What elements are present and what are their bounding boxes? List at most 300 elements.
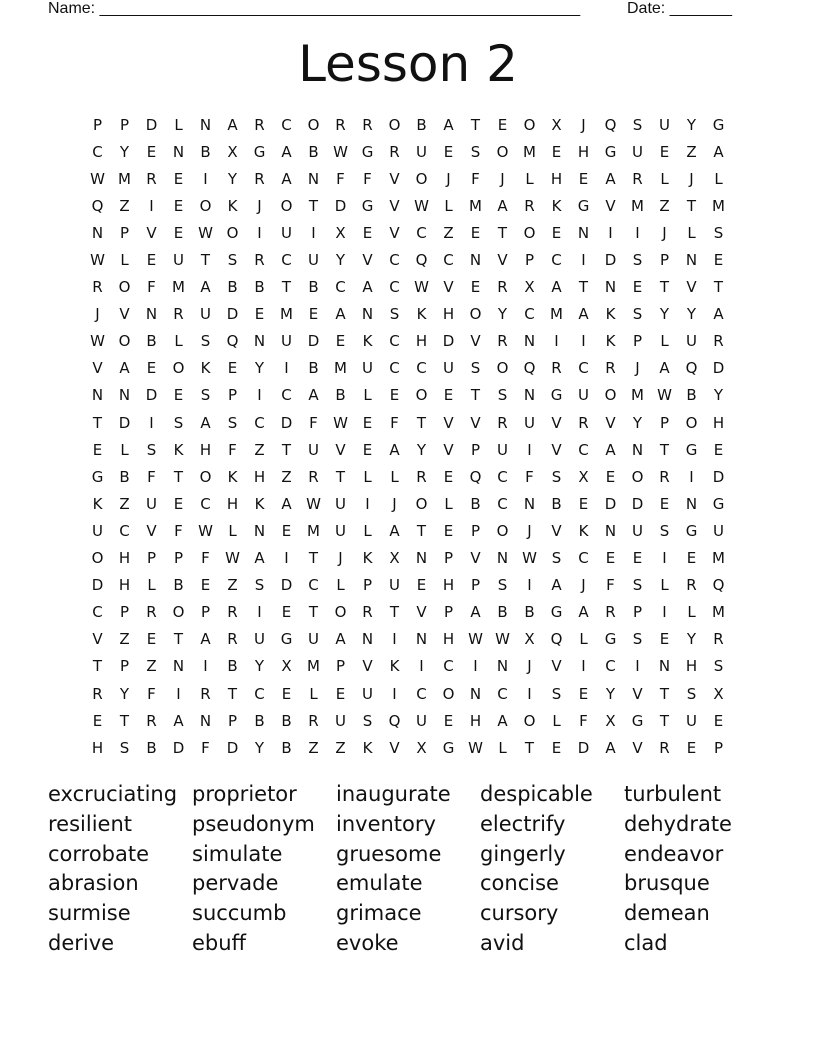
grid-letter: J: [392, 494, 397, 513]
grid-letter: O: [199, 467, 212, 486]
grid-letter: T: [659, 711, 670, 730]
grid-letter: C: [281, 386, 292, 405]
grid-letter: V: [605, 196, 616, 215]
grid-letter: E: [578, 684, 589, 703]
grid-letter: B: [281, 711, 292, 730]
grid-letter: S: [470, 142, 481, 161]
grid-letter: A: [497, 196, 508, 215]
grid-letter: R: [146, 603, 157, 622]
grid-letter: B: [524, 603, 535, 622]
grid-letter: J: [500, 169, 505, 188]
grid-letter: F: [579, 711, 588, 730]
grid-letter: E: [497, 115, 508, 134]
grid-letter: S: [632, 305, 643, 324]
grid-letter: A: [713, 142, 724, 161]
grid-letter: H: [253, 467, 266, 486]
grid-letter: X: [389, 549, 400, 568]
grid-letter: S: [713, 657, 724, 676]
grid-letter: Z: [659, 196, 670, 215]
grid-letter: B: [146, 332, 157, 351]
grid-letter: E: [605, 467, 616, 486]
grid-letter: E: [362, 413, 373, 432]
grid-letter: M: [307, 657, 320, 676]
grid-letter: K: [173, 440, 184, 459]
word-list-item: concise: [480, 871, 559, 896]
grid-letter: X: [524, 630, 535, 649]
grid-letter: E: [632, 549, 643, 568]
grid-letter: K: [362, 738, 373, 757]
grid-letter: X: [335, 223, 346, 242]
grid-letter: B: [308, 142, 319, 161]
grid-letter: S: [470, 359, 481, 378]
grid-letter: E: [470, 223, 481, 242]
grid-letter: Y: [686, 305, 697, 324]
grid-letter: U: [362, 359, 373, 378]
grid-letter: E: [443, 142, 454, 161]
grid-letter: T: [389, 603, 400, 622]
grid-letter: E: [92, 440, 103, 459]
grid-letter: R: [416, 467, 427, 486]
grid-letter: N: [307, 169, 320, 188]
grid-letter: B: [551, 494, 562, 513]
word-list-item: electrify: [480, 811, 566, 836]
grid-letter: V: [362, 251, 373, 270]
grid-letter: O: [415, 169, 428, 188]
grid-letter: P: [362, 576, 373, 595]
grid-letter: R: [632, 169, 643, 188]
grid-letter: R: [389, 142, 400, 161]
grid-letter: Q: [91, 196, 104, 215]
grid-letter: T: [470, 386, 481, 405]
word-search-grid: [84, 111, 732, 761]
grid-letter: U: [173, 251, 184, 270]
word-list-item: avid: [480, 930, 525, 955]
grid-letter: L: [552, 711, 561, 730]
grid-letter: I: [257, 223, 262, 242]
grid-letter: P: [659, 251, 670, 270]
grid-letter: R: [497, 413, 508, 432]
word-list-item: turbulent: [624, 782, 722, 806]
grid-letter: E: [659, 494, 670, 513]
grid-letter: S: [227, 251, 238, 270]
grid-letter: E: [551, 738, 562, 757]
grid-letter: U: [308, 440, 319, 459]
grid-letter: R: [173, 305, 184, 324]
grid-letter: Z: [335, 738, 346, 757]
grid-letter: O: [199, 196, 212, 215]
word-list-item: derive: [48, 930, 115, 955]
grid-letter: R: [578, 413, 589, 432]
grid-letter: I: [365, 494, 370, 513]
grid-letter: P: [119, 603, 130, 622]
grid-letter: V: [362, 657, 373, 676]
grid-letter: T: [92, 657, 103, 676]
grid-letter: E: [173, 223, 184, 242]
grid-letter: R: [524, 196, 535, 215]
grid-letter: P: [119, 223, 130, 242]
grid-letter: J: [635, 359, 640, 378]
grid-letter: C: [254, 684, 265, 703]
grid-letter: Y: [227, 169, 238, 188]
grid-letter: M: [712, 603, 725, 622]
date-field-label[interactable]: Date: _______: [627, 0, 732, 17]
grid-letter: W: [90, 251, 105, 270]
grid-letter: S: [632, 115, 643, 134]
grid-letter: M: [712, 196, 725, 215]
grid-letter: D: [226, 305, 239, 324]
grid-letter: R: [497, 278, 508, 297]
grid-letter: E: [362, 440, 373, 459]
grid-letter: Q: [226, 332, 239, 351]
grid-letter: Y: [254, 359, 265, 378]
word-list-item: inventory: [336, 811, 436, 836]
grid-letter: I: [635, 657, 640, 676]
grid-letter: P: [470, 521, 481, 540]
grid-letter: U: [686, 332, 697, 351]
grid-letter: N: [91, 223, 104, 242]
grid-letter: Z: [308, 738, 319, 757]
grid-letter: S: [551, 684, 562, 703]
grid-letter: R: [254, 251, 265, 270]
grid-letter: A: [659, 359, 670, 378]
grid-letter: C: [443, 251, 454, 270]
grid-letter: E: [362, 223, 373, 242]
grid-letter: H: [685, 657, 698, 676]
grid-letter: V: [389, 738, 400, 757]
grid-letter: P: [119, 657, 130, 676]
grid-letter: G: [361, 196, 374, 215]
grid-letter: E: [416, 576, 427, 595]
grid-letter: L: [336, 576, 345, 595]
grid-letter: T: [497, 223, 508, 242]
grid-letter: V: [470, 332, 481, 351]
grid-letter: E: [227, 359, 238, 378]
grid-letter: I: [554, 332, 559, 351]
grid-letter: Y: [497, 305, 508, 324]
grid-letter: S: [686, 684, 697, 703]
grid-letter: I: [176, 684, 181, 703]
grid-letter: M: [118, 169, 131, 188]
grid-letter: W: [657, 386, 672, 405]
grid-letter: S: [119, 738, 130, 757]
grid-letter: Z: [146, 657, 157, 676]
grid-letter: Y: [659, 305, 670, 324]
grid-letter: U: [389, 576, 400, 595]
grid-letter: V: [470, 549, 481, 568]
grid-letter: L: [174, 115, 183, 134]
word-list-item: brusque: [624, 871, 710, 896]
grid-letter: R: [497, 332, 508, 351]
grid-letter: C: [119, 521, 130, 540]
grid-letter: N: [415, 630, 428, 649]
grid-letter: V: [92, 630, 103, 649]
grid-letter: N: [199, 711, 212, 730]
grid-letter: G: [685, 521, 698, 540]
word-list-item: emulate: [336, 871, 423, 896]
grid-letter: Q: [469, 467, 482, 486]
grid-letter: A: [281, 142, 292, 161]
grid-letter: E: [281, 684, 292, 703]
grid-letter: J: [662, 223, 667, 242]
grid-letter: E: [281, 521, 292, 540]
grid-letter: A: [200, 630, 211, 649]
grid-letter: A: [362, 278, 373, 297]
grid-letter: O: [415, 494, 428, 513]
grid-letter: N: [118, 386, 131, 405]
grid-letter: U: [497, 440, 508, 459]
grid-letter: Z: [227, 576, 238, 595]
grid-letter: I: [608, 223, 613, 242]
grid-letter: S: [389, 305, 400, 324]
grid-letter: W: [468, 630, 483, 649]
grid-letter: A: [281, 494, 292, 513]
grid-letter: N: [658, 657, 671, 676]
grid-letter: T: [92, 413, 103, 432]
grid-letter: T: [686, 196, 697, 215]
grid-letter: O: [334, 603, 347, 622]
grid-letter: Y: [686, 115, 697, 134]
grid-letter: L: [363, 521, 372, 540]
grid-letter: N: [91, 386, 104, 405]
grid-letter: E: [146, 251, 157, 270]
grid-letter: P: [443, 603, 454, 622]
grid-letter: U: [281, 332, 292, 351]
grid-letter: Y: [254, 657, 265, 676]
grid-letter: N: [685, 494, 698, 513]
grid-letter: X: [281, 657, 292, 676]
grid-letter: S: [632, 576, 643, 595]
grid-letter: I: [527, 576, 532, 595]
grid-letter: C: [254, 413, 265, 432]
grid-letter: T: [119, 711, 130, 730]
grid-letter: V: [686, 278, 697, 297]
grid-letter: T: [578, 278, 589, 297]
grid-letter: R: [227, 630, 238, 649]
grid-letter: W: [468, 738, 483, 757]
grid-letter: E: [578, 494, 589, 513]
grid-letter: O: [91, 549, 104, 568]
grid-letter: E: [686, 549, 697, 568]
grid-letter: N: [496, 657, 509, 676]
grid-letter: Q: [415, 251, 428, 270]
grid-letter: Y: [254, 738, 265, 757]
grid-letter: C: [281, 115, 292, 134]
grid-letter: R: [713, 630, 724, 649]
grid-letter: B: [335, 386, 346, 405]
grid-letter: O: [172, 603, 185, 622]
grid-letter: D: [334, 196, 347, 215]
grid-letter: B: [416, 115, 427, 134]
grid-letter: I: [689, 467, 694, 486]
grid-letter: H: [442, 305, 455, 324]
grid-letter: S: [254, 576, 265, 595]
grid-letter: W: [90, 169, 105, 188]
grid-letter: U: [632, 521, 643, 540]
word-list-item: gruesome: [336, 841, 442, 866]
grid-letter: E: [659, 630, 670, 649]
grid-letter: U: [335, 494, 346, 513]
grid-letter: M: [334, 359, 347, 378]
grid-letter: U: [335, 711, 346, 730]
grid-letter: P: [227, 386, 238, 405]
grid-letter: E: [308, 305, 319, 324]
grid-letter: U: [443, 359, 454, 378]
grid-letter: B: [119, 467, 130, 486]
grid-letter: C: [578, 359, 589, 378]
grid-letter: E: [551, 223, 562, 242]
grid-letter: C: [524, 305, 535, 324]
grid-letter: Y: [713, 386, 724, 405]
grid-letter: F: [147, 684, 156, 703]
grid-letter: E: [605, 549, 616, 568]
grid-letter: Z: [281, 467, 292, 486]
grid-letter: R: [713, 332, 724, 351]
grid-letter: I: [581, 251, 586, 270]
grid-letter: T: [335, 467, 346, 486]
grid-letter: W: [414, 196, 429, 215]
grid-letter: B: [281, 738, 292, 757]
grid-letter: E: [713, 251, 724, 270]
grid-letter: L: [498, 738, 507, 757]
grid-letter: C: [416, 684, 427, 703]
grid-letter: U: [416, 142, 427, 161]
grid-letter: E: [686, 738, 697, 757]
grid-letter: S: [551, 467, 562, 486]
grid-letter: U: [254, 630, 265, 649]
grid-letter: R: [335, 115, 346, 134]
grid-letter: F: [525, 467, 534, 486]
grid-letter: P: [470, 576, 481, 595]
grid-letter: J: [95, 305, 100, 324]
grid-letter: B: [686, 386, 697, 405]
grid-letter: T: [659, 278, 670, 297]
grid-letter: T: [173, 630, 184, 649]
grid-letter: V: [551, 440, 562, 459]
grid-letter: T: [200, 251, 211, 270]
grid-letter: N: [172, 657, 185, 676]
grid-letter: N: [523, 386, 536, 405]
grid-letter: R: [146, 711, 157, 730]
grid-letter: G: [631, 711, 644, 730]
grid-letter: U: [362, 684, 373, 703]
grid-letter: D: [631, 494, 644, 513]
grid-letter: O: [442, 684, 455, 703]
grid-letter: F: [363, 169, 372, 188]
grid-letter: U: [659, 115, 670, 134]
grid-letter: M: [523, 142, 536, 161]
grid-letter: G: [712, 494, 725, 513]
grid-letter: Y: [416, 440, 427, 459]
grid-letter: E: [173, 386, 184, 405]
grid-letter: E: [146, 359, 157, 378]
grid-letter: W: [522, 549, 537, 568]
grid-letter: L: [714, 169, 723, 188]
grid-letter: H: [91, 738, 104, 757]
grid-letter: U: [632, 142, 643, 161]
word-list-item: simulate: [192, 841, 283, 866]
grid-letter: G: [685, 440, 698, 459]
grid-letter: L: [174, 332, 183, 351]
grid-letter: Q: [523, 359, 536, 378]
grid-letter: B: [200, 142, 211, 161]
grid-letter: R: [362, 603, 373, 622]
grid-letter: T: [524, 738, 535, 757]
grid-letter: B: [227, 278, 238, 297]
grid-letter: E: [254, 305, 265, 324]
grid-letter: H: [469, 711, 482, 730]
grid-letter: D: [712, 359, 725, 378]
grid-letter: N: [523, 494, 536, 513]
grid-letter: N: [469, 251, 482, 270]
grid-letter: I: [662, 549, 667, 568]
grid-letter: L: [579, 630, 588, 649]
grid-letter: I: [581, 332, 586, 351]
grid-letter: I: [662, 603, 667, 622]
grid-letter: T: [227, 684, 238, 703]
grid-letter: Y: [605, 684, 616, 703]
word-list-item: surmise: [48, 901, 131, 926]
name-field-label[interactable]: Name: ______________________________________________________: [48, 0, 581, 17]
grid-letter: P: [146, 549, 157, 568]
grid-letter: R: [92, 684, 103, 703]
grid-letter: Y: [119, 684, 130, 703]
grid-letter: T: [308, 196, 319, 215]
grid-letter: E: [281, 603, 292, 622]
grid-letter: O: [307, 115, 320, 134]
grid-letter: V: [389, 169, 400, 188]
grid-letter: N: [253, 332, 266, 351]
grid-letter: C: [578, 440, 589, 459]
grid-letter: C: [443, 657, 454, 676]
grid-letter: F: [309, 413, 318, 432]
grid-letter: E: [146, 630, 157, 649]
grid-letter: V: [146, 223, 157, 242]
grid-letter: K: [551, 196, 562, 215]
grid-letter: C: [92, 603, 103, 622]
grid-letter: A: [227, 115, 238, 134]
grid-letter: P: [524, 251, 535, 270]
grid-letter: U: [416, 711, 427, 730]
grid-letter: N: [361, 630, 374, 649]
grid-letter: A: [335, 630, 346, 649]
grid-letter: P: [200, 603, 211, 622]
grid-letter: F: [201, 549, 210, 568]
grid-letter: P: [335, 657, 346, 676]
grid-letter: I: [311, 223, 316, 242]
grid-letter: E: [713, 711, 724, 730]
grid-letter: J: [446, 169, 451, 188]
grid-letter: M: [172, 278, 185, 297]
grid-letter: I: [527, 684, 532, 703]
grid-letter: V: [443, 278, 454, 297]
grid-letter: D: [145, 115, 158, 134]
grid-letter: I: [203, 169, 208, 188]
grid-letter: X: [578, 467, 589, 486]
grid-letter: A: [254, 549, 265, 568]
header-row: [48, 0, 748, 22]
grid-letter: W: [198, 223, 213, 242]
grid-letter: D: [307, 332, 320, 351]
grid-letter: K: [416, 305, 427, 324]
grid-letter: E: [551, 142, 562, 161]
grid-letter: O: [496, 142, 509, 161]
grid-letter: D: [577, 738, 590, 757]
grid-letter: A: [389, 440, 400, 459]
grid-letter: I: [257, 603, 262, 622]
grid-letter: Z: [119, 494, 130, 513]
grid-letter: S: [551, 549, 562, 568]
grid-letter: E: [335, 332, 346, 351]
